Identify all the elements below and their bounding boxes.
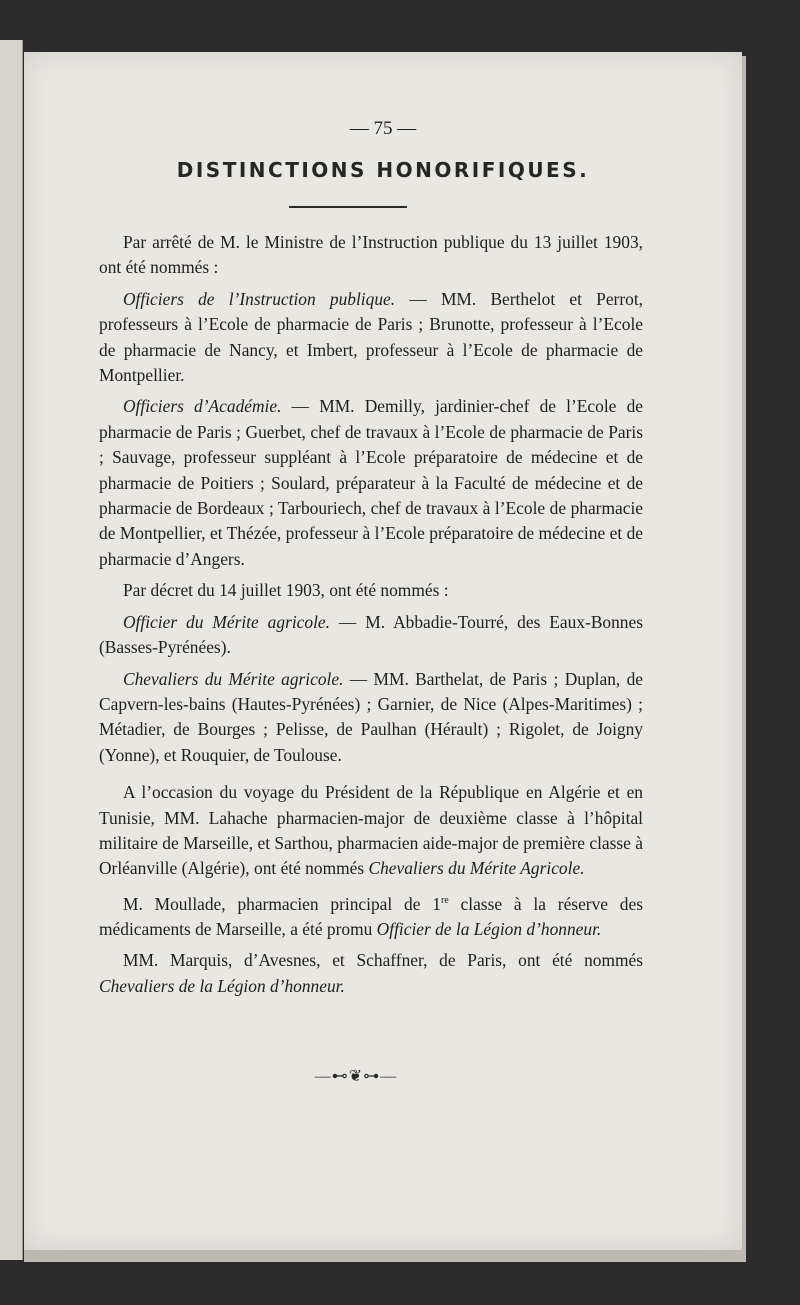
paragraph-officier-merite: Officier du Mérite agricole. — M. Abbadie-Tourré, des Eaux-Bonnes (Basses-Pyrénées).: [99, 611, 643, 658]
paragraph-voyage-president: A l’occasion du voyage du Président de la République en Algérie et en Tunisie, MM. Lahache pharmacien-major de deuxième classe à l’hôpital militaire de Marseille, et Sarthou, pharmacien aide-major de première classe à Orléanville (Algérie), ont été nommés Chevaliers du Mérite Agricole.: [99, 782, 643, 879]
previous-page-edge: [0, 40, 23, 1260]
italic-officier-legion: Officier de la Légion d’honneur.: [376, 918, 602, 939]
end-ornament: —⊷❦⊶—: [314, 1068, 398, 1085]
paragraph-officiers-instruction: Officiers de l’Instruction publique. — MM. Berthelot et Perrot, professeurs à l’Ecole de pharmacie de Paris ; Brunotte, professeur à l’Ecole de pharmacie de Nancy, et Imbert, professeur à l’Ecole de pharmacie de Montpellier.: [99, 288, 644, 386]
page-title: DISTINCTIONS HONORIFIQUES.: [176, 158, 590, 182]
heading-officier-merite: Officier du Mérite agricole.: [123, 611, 330, 632]
paragraph-officiers-academie: Officiers d’Académie. — MM. Demilly, jardinier-chef de l’Ecole de pharmacie de Paris ; Guerbet, chef de travaux à l’Ecole de pharmacie de Paris ; Sauvage, professeur suppléant à l’Ecole préparatoire de médecine et de pharmacie de Poitiers ; Soulard, préparateur à la Faculté de médecine et de pharmacie de Bordeaux ; Tarbouriech, chef de travaux à l’Ecole de pharmacie de Montpellier, et Thézée, professeur à l’Ecole préparatoire de médecine et de pharmacie d’Angers.: [99, 396, 643, 569]
italic-chevaliers-merite: Chevaliers du Mérite Agricole.: [368, 858, 585, 879]
paragraph-marquis-schaffner: MM. Marquis, d’Avesnes, et Schaffner, de Paris, ont été nommés Chevaliers de la Légion d’honneur.: [99, 950, 643, 996]
heading-officiers-instruction: Officiers de l’Instruction publique.: [123, 288, 396, 309]
body-text: [99, 230, 643, 999]
italic-chevaliers-legion: Chevaliers de la Légion d’honneur.: [99, 975, 345, 996]
paragraph-moullade: M. Moullade, pharmacien principal de 1re classe à la réserve des médicaments de Marseille, a été promu Officier de la Légion d’honneur.: [99, 893, 643, 939]
title-divider: [289, 206, 407, 208]
paragraph-arrete: Par arrêté de M. le Ministre de l’Instruction publique du 13 juillet 1903, ont été nommés :: [99, 232, 643, 278]
page-number: — 75 —: [349, 118, 417, 139]
heading-chevaliers-merite: Chevaliers du Mérite agricole.: [123, 668, 344, 689]
document-page: [24, 52, 742, 1250]
heading-officiers-academie: Officiers d’Académie.: [123, 396, 282, 417]
paragraph-chevaliers-merite: Chevaliers du Mérite agricole. — MM. Barthelat, de Paris ; Duplan, de Capvern-les-bains (Hautes-Pyrénées) ; Garnier, de Nice (Alpes-Maritimes) ; Métadier, de Bourges ; Pelisse, de Paulhan (Hérault) ; Rigolet, de Joigny (Yonne), et Rouquier, de Toulouse.: [99, 668, 644, 765]
paragraph-decret: Par décret du 14 juillet 1903, ont été nommés :: [123, 580, 449, 601]
